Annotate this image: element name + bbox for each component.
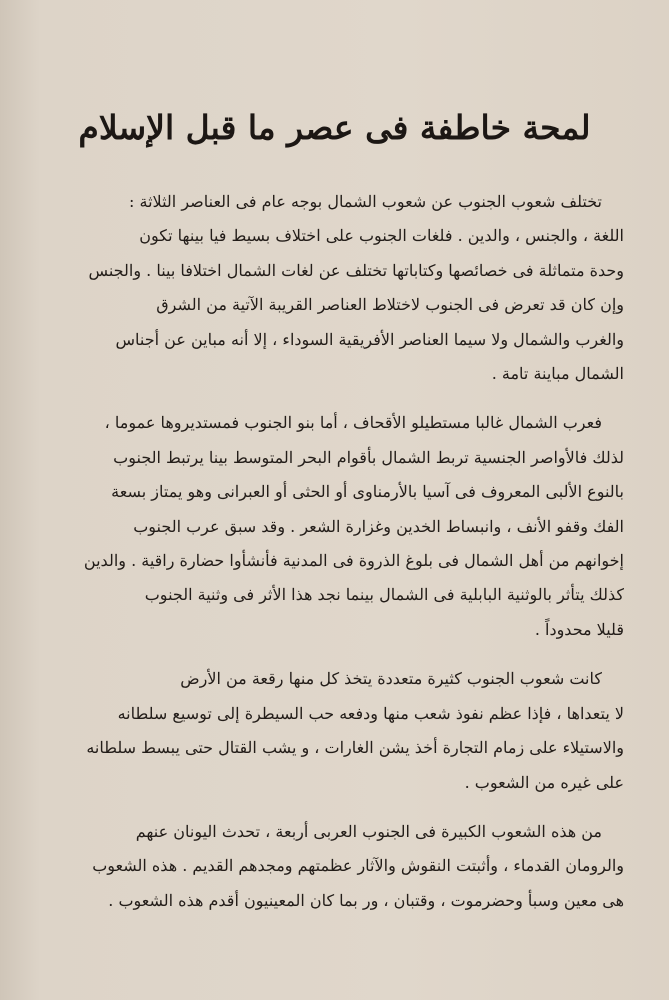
text-line: هى معين وسبأ وحضرموت ، وقتبان ، ور بما كان المعينيون أقدم هذه الشعوب . — [108, 890, 624, 910]
text-line: اللغة ، والجنس ، والدين . فلغات الجنوب على اختلاف بسيط فيا بينها تكون — [139, 226, 624, 246]
body-text — [84, 185, 624, 918]
paragraph-2 — [84, 406, 624, 647]
text-line: لا يتعداها ، فإذا عظم نفوذ شعب منها ودفعه حب السيطرة إلى توسيع سلطانه — [117, 703, 624, 723]
paragraph-1 — [84, 185, 624, 391]
paragraph-4 — [84, 815, 624, 918]
text-line: على غيره من الشعوب . — [464, 772, 624, 792]
chapter-title: لمحة خاطفة فى عصر ما قبل الإسلام — [78, 108, 591, 147]
text-line: الفك وقفو الأنف ، وانبساط الخدين وغزارة الشعر . وقد سبق عرب الجنوب — [133, 516, 624, 536]
text-line: فعرب الشمال غالبا مستطيلو الأقحاف ، أما بنو الجنوب فمستديروها عموما ، — [104, 413, 602, 433]
text-line: والغرب والشمال ولا سيما العناصر الأفريقية السوداء ، إلا أنه مباين عن أجناس — [115, 329, 624, 349]
text-line: كانت شعوب الجنوب كثيرة متعددة يتخذ كل منها رقعة من الأرض — [180, 669, 602, 689]
text-line: تختلف شعوب الجنوب عن شعوب الشمال بوجه عام فى العناصر الثلاثة : — [129, 192, 602, 211]
text-line: لذلك فالأواصر الجنسية تربط الشمال بأقوام البحر المتوسط بينا يرتبط الجنوب — [113, 447, 624, 467]
text-line: الشمال مباينة تامة . — [491, 364, 624, 384]
text-line: والاستيلاء على زمام التجارة أخذ يشن الغارات ، و يشب القتال حتى يبسط سلطانه — [86, 738, 624, 758]
paragraph-3 — [84, 662, 624, 800]
text-line: وإن كان قد تعرض فى الجنوب لاختلاط العناصر القريبة الآتية من الشرق — [156, 295, 624, 315]
text-line: قليلا محدوداً . — [534, 619, 624, 639]
text-line: إخوانهم من أهل الشمال فى بلوغ الذروة فى المدنية فأنشأوا حضارة راقية . والدين — [84, 551, 624, 571]
text-line: والرومان القدماء ، وأثبتت النقوش والآثار عظمتهم ومجدهم القديم . هذه الشعوب — [92, 856, 624, 876]
text-line: وحدة متماثلة فى خصائصها وكتاباتها تختلف عن لغات الشمال اختلافا بينا . والجنس — [88, 260, 624, 280]
text-line: من هذه الشعوب الكبيرة فى الجنوب العربى أربعة ، تحدث اليونان عنهم — [135, 821, 602, 841]
text-line: كذلك يتأثر بالوثنية البابلية فى الشمال بينما نجد هذا الأثر فى وثنية الجنوب — [144, 585, 624, 605]
text-line: بالنوع الألبى المعروف فى آسيا بالأرمناوى أو الحثى أو العبرانى وهو يمتاز بسعة — [111, 482, 624, 502]
